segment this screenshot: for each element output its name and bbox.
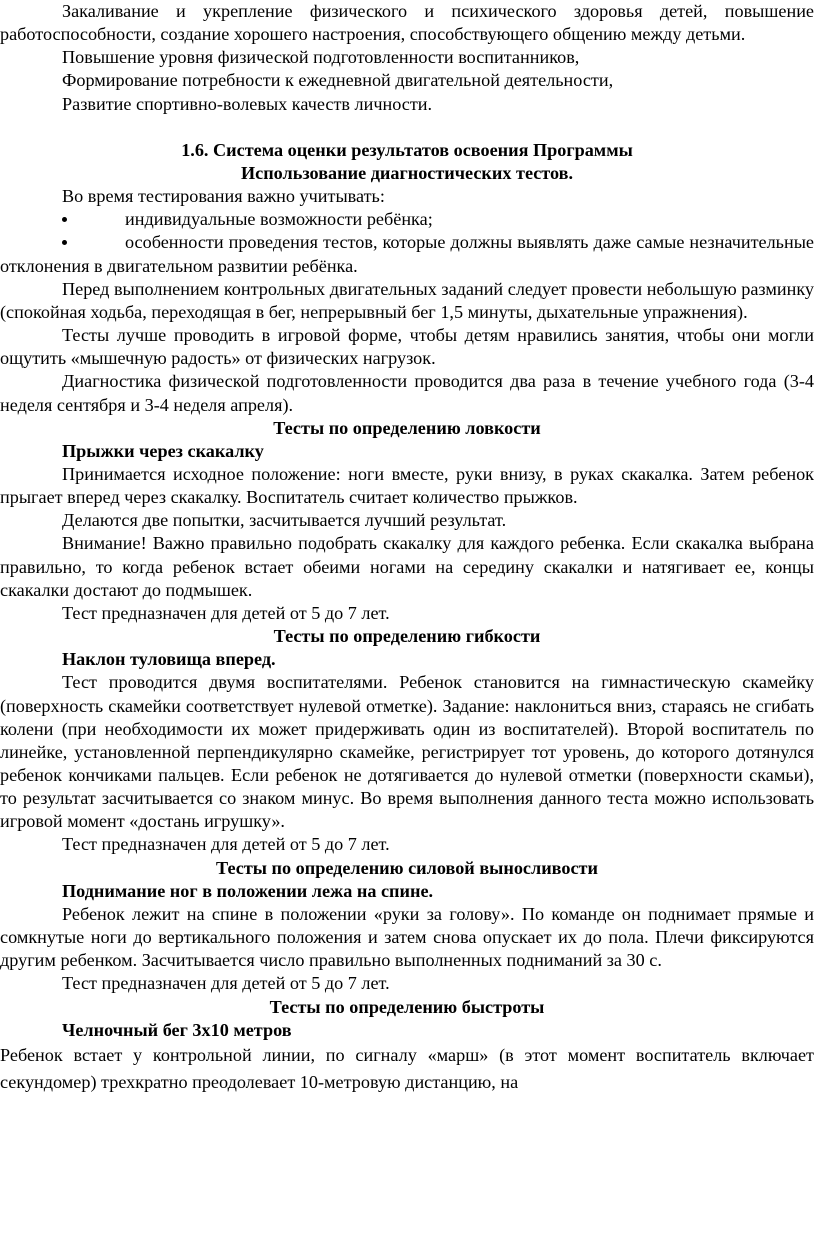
intro-line-needs: Формирование потребности к ежедневной двигательной деятельности, <box>62 70 614 91</box>
flexibility-test-title: Наклон туловища вперед. <box>62 649 276 670</box>
section-subheading: Использование диагностических тестов. <box>240 162 574 183</box>
agility-heading: Тесты по определению ловкости <box>273 417 541 438</box>
diagnostics-paragraph: Диагностика физической подготовленности проводится два раза в течение учебного года (3-4 неделя сентября и 3-4 неделя апреля). <box>0 371 814 415</box>
intro-line-fitness: Повышение уровня физической подготовленности воспитанников, <box>62 47 580 68</box>
agility-paragraph: Делаются две попытки, засчитывается лучший результат. <box>62 510 507 531</box>
bullet-text: особенности проведения тестов, которые должны выявлять даже самые незначительные отклонения в двигательном развитии ребёнка. <box>0 232 814 276</box>
intro-paragraph: Закаливание и укрепление физического и психического здоровья детей, повышение работоспособности, создание хорошего настроения, способствующего общению между детьми. <box>0 1 814 45</box>
flexibility-paragraph: Тест проводится двумя воспитателями. Ребенок становится на гимнастическую скамейку (поверхность скамейки соответствует нулевой отметке). Задание: наклониться вниз, стараясь не сгибать колени (при необходимости их может придерживать один из воспитателей). Второй воспитатель по линейке, установленной перпендикулярно скамейке, регистрирует тот уровень, до которого дотянулся ребенок кончиками пальцев. Если ребенок не дотягивается до нулевой отметки (поверхности скамьи), то результат засчитывается со знаком минус. Во время выполнения данного теста можно использовать игровой момент «достань игрушку». <box>0 672 814 832</box>
spacer <box>0 116 814 139</box>
bullet-item <box>0 231 814 277</box>
endurance-test-title: Поднимание ног в положении лежа на спине. <box>62 880 434 901</box>
warmup-paragraph: Перед выполнением контрольных двигательных заданий следует провести небольшую разминку (спокойная ходьба, переходящая в бег, непрерывный бег 1,5 минуты, дыхательные упражнения). <box>0 278 814 322</box>
bullet-text: индивидуальные возможности ребёнка; <box>125 209 433 230</box>
agility-paragraph: Принимается исходное положение: ноги вместе, руки внизу, в руках скакалка. Затем ребенок прыгает вперед через скакалку. Воспитатель считает количество прыжков. <box>0 463 814 508</box>
flexibility-heading: Тесты по определению гибкости <box>273 626 541 647</box>
intro-line-volition: Развитие спортивно-волевых качеств личности. <box>62 93 433 114</box>
agility-paragraph: Внимание! Важно правильно подобрать скакалку для каждого ребенка. Если скакалка выбрана правильно, то когда ребенок встает обеими ногами на середину скакалки и натягивает ее, концы скакалки достают до подмышек. <box>0 533 814 600</box>
section-heading: 1.6. Система оценки результатов освоения Программы <box>181 139 633 160</box>
endurance-paragraph: Ребенок лежит на спине в положении «руки за голову». По команде он поднимает прямые и сомкнутые ноги до вертикального положения и затем снова опускает их до пола. Плечи фиксируются другим ребенком. Засчитывается число правильно выполненных подниманий за 30 с. <box>0 903 814 971</box>
bullet-item <box>0 208 814 231</box>
speed-paragraph: Ребенок встает у контрольной линии, по сигналу «марш» (в этот момент воспитатель включает секундомер) трехкратно преодолевает 10-метровую дистанцию, на <box>0 1044 814 1092</box>
agility-test-title: Прыжки через скакалку <box>62 440 264 461</box>
endurance-age-note: Тест предназначен для детей от 5 до 7 лет. <box>62 973 390 994</box>
endurance-heading: Тесты по определению силовой выносливости <box>216 857 598 878</box>
speed-test-title: Челночный бег 3х10 метров <box>62 1019 292 1040</box>
section-lead: Во время тестирования важно учитывать: <box>62 186 385 207</box>
flexibility-age-note: Тест предназначен для детей от 5 до 7 лет. <box>62 834 390 855</box>
agility-age-note: Тест предназначен для детей от 5 до 7 лет. <box>62 602 390 623</box>
speed-heading: Тесты по определению быстроты <box>269 996 545 1017</box>
game-form-paragraph: Тесты лучше проводить в игровой форме, чтобы детям нравились занятия, чтобы они могли ощутить «мышечную радость» от физических нагрузок. <box>0 325 814 369</box>
